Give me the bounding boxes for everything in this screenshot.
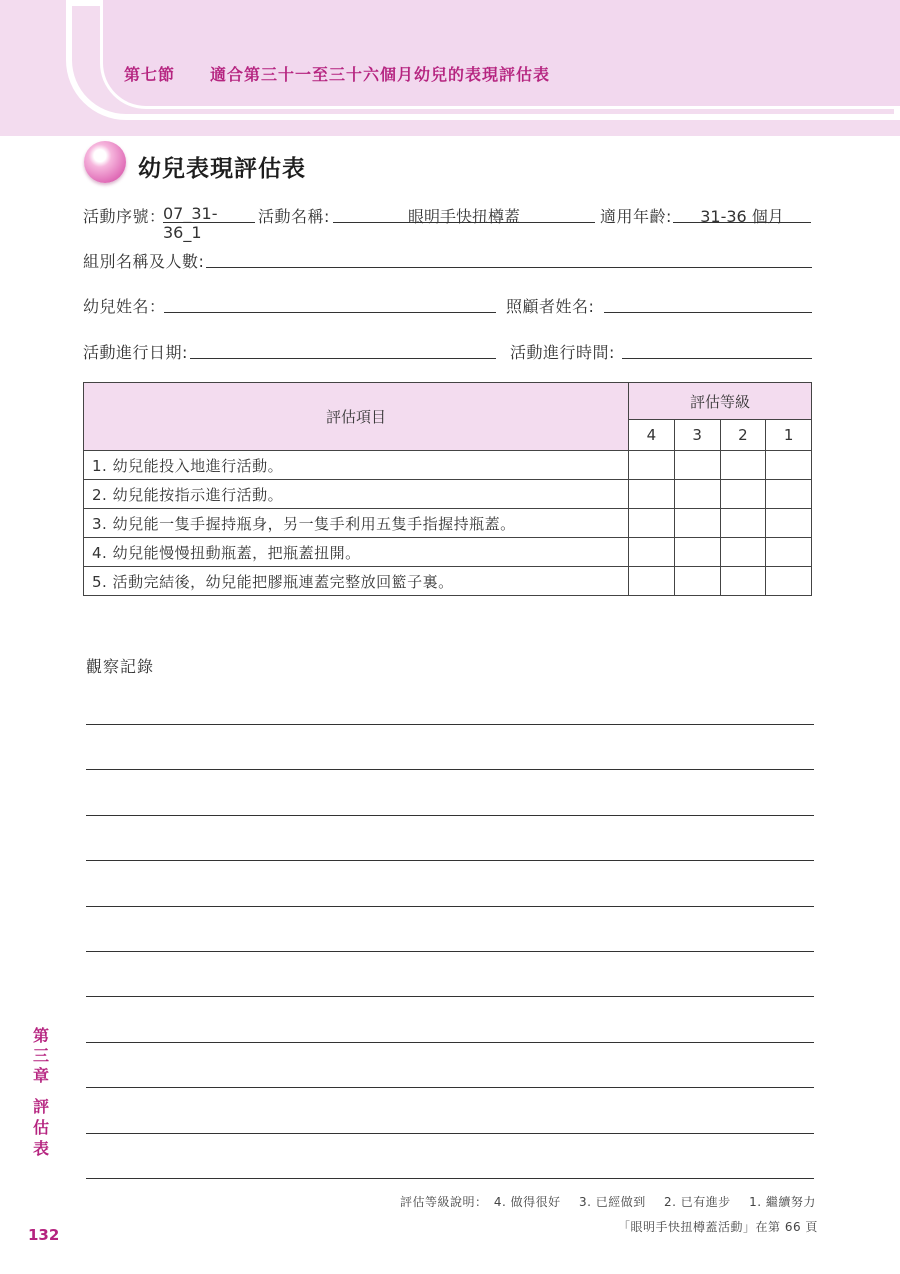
grade-cell[interactable] <box>766 451 812 480</box>
grade-cell[interactable] <box>674 509 720 538</box>
grade-cell[interactable] <box>674 538 720 567</box>
table-row <box>84 538 812 567</box>
observation-line[interactable] <box>86 769 814 770</box>
legend-level-4: 4. 做得很好 <box>493 1195 561 1209</box>
observation-line[interactable] <box>86 906 814 907</box>
item-text: 3. 幼兒能一隻手握持瓶身，另一隻手利用五隻手指握持瓶蓋。 <box>84 509 629 538</box>
form-title: 幼兒表現評估表 <box>138 156 306 182</box>
grade-2-header: 2 <box>720 420 766 451</box>
pearl-bullet-icon <box>84 141 126 183</box>
observation-line[interactable] <box>86 1133 814 1134</box>
grade-1-header: 1 <box>766 420 812 451</box>
grade-cell[interactable] <box>674 567 720 596</box>
observation-line[interactable] <box>86 1042 814 1043</box>
observation-label: 觀察記錄 <box>86 657 155 676</box>
chapter-label: 第三章 <box>32 1026 49 1085</box>
grade-cell[interactable] <box>720 567 766 596</box>
grade-cell[interactable] <box>720 538 766 567</box>
grade-cell[interactable] <box>629 567 675 596</box>
legend-level-3: 3. 已經做到 <box>578 1195 646 1209</box>
activity-reference: 「眼明手快扭樽蓋活動」在第 66 頁 <box>618 1220 818 1234</box>
table-row <box>84 509 812 538</box>
item-text: 1. 幼兒能投入地進行活動。 <box>84 451 629 480</box>
date-field[interactable] <box>190 340 496 359</box>
observation-line[interactable] <box>86 815 814 816</box>
legend-level-2: 2. 已有進步 <box>664 1195 731 1209</box>
grade-cell[interactable] <box>674 451 720 480</box>
grade-legend <box>400 1193 830 1210</box>
observation-line[interactable] <box>86 1178 814 1179</box>
table-row <box>84 480 812 509</box>
child-name-label: 幼兒姓名： <box>83 297 166 316</box>
grade-cell[interactable] <box>766 480 812 509</box>
header-inner-card <box>100 0 900 109</box>
observation-line[interactable] <box>86 996 814 997</box>
group-field[interactable] <box>206 249 812 268</box>
activity-field[interactable]: 眼明手快扭樽蓋 <box>333 204 595 223</box>
chapter-section-label: 評估表 <box>32 1097 49 1158</box>
time-label: 活動進行時間: <box>510 343 615 362</box>
grade-cell[interactable] <box>629 538 675 567</box>
page-number: 132 <box>28 1226 60 1244</box>
serial-label: 活動序號： <box>83 207 166 226</box>
grade-3-header: 3 <box>674 420 720 451</box>
time-field[interactable] <box>622 340 812 359</box>
grade-cell[interactable] <box>674 480 720 509</box>
child-name-field[interactable] <box>164 294 496 313</box>
observation-line[interactable] <box>86 951 814 952</box>
age-field[interactable]: 31-36 個月 <box>673 204 811 223</box>
observation-line[interactable] <box>86 724 814 725</box>
observation-line[interactable] <box>86 1087 814 1088</box>
group-label: 組別名稱及人數: <box>83 252 205 271</box>
evaluation-table <box>83 382 812 596</box>
grade-cell[interactable] <box>629 509 675 538</box>
serial-field[interactable]: 07_31-36_1 <box>163 204 255 223</box>
age-label: 適用年齡: <box>600 207 672 226</box>
grade-cell[interactable] <box>629 480 675 509</box>
grade-cell[interactable] <box>766 509 812 538</box>
grade-4-header: 4 <box>629 420 675 451</box>
grade-cell[interactable] <box>720 509 766 538</box>
grade-cell[interactable] <box>629 451 675 480</box>
legend-label: 評估等級說明： <box>400 1195 488 1209</box>
item-text: 5. 活動完結後，幼兒能把膠瓶連蓋完整放回籃子裏。 <box>84 567 629 596</box>
item-header: 評估項目 <box>84 383 629 451</box>
grade-cell[interactable] <box>766 567 812 596</box>
legend-level-1: 1. 繼續努力 <box>749 1195 816 1209</box>
grade-header: 評估等級 <box>629 383 812 420</box>
date-label: 活動進行日期: <box>83 343 188 362</box>
observation-line[interactable] <box>86 860 814 861</box>
item-text: 2. 幼兒能按指示進行活動。 <box>84 480 629 509</box>
table-row <box>84 451 812 480</box>
item-text: 4. 幼兒能慢慢扭動瓶蓋，把瓶蓋扭開。 <box>84 538 629 567</box>
table-row <box>84 567 812 596</box>
grade-cell[interactable] <box>720 480 766 509</box>
grade-cell[interactable] <box>720 451 766 480</box>
grade-cell[interactable] <box>766 538 812 567</box>
activity-label: 活動名稱: <box>258 207 330 226</box>
carer-name-label: 照顧者姓名: <box>506 297 595 316</box>
section-title: 適合第三十一至三十六個月幼兒的表現評估表 <box>210 65 551 84</box>
carer-name-field[interactable] <box>604 294 812 313</box>
section-label: 第七節 <box>124 65 176 84</box>
